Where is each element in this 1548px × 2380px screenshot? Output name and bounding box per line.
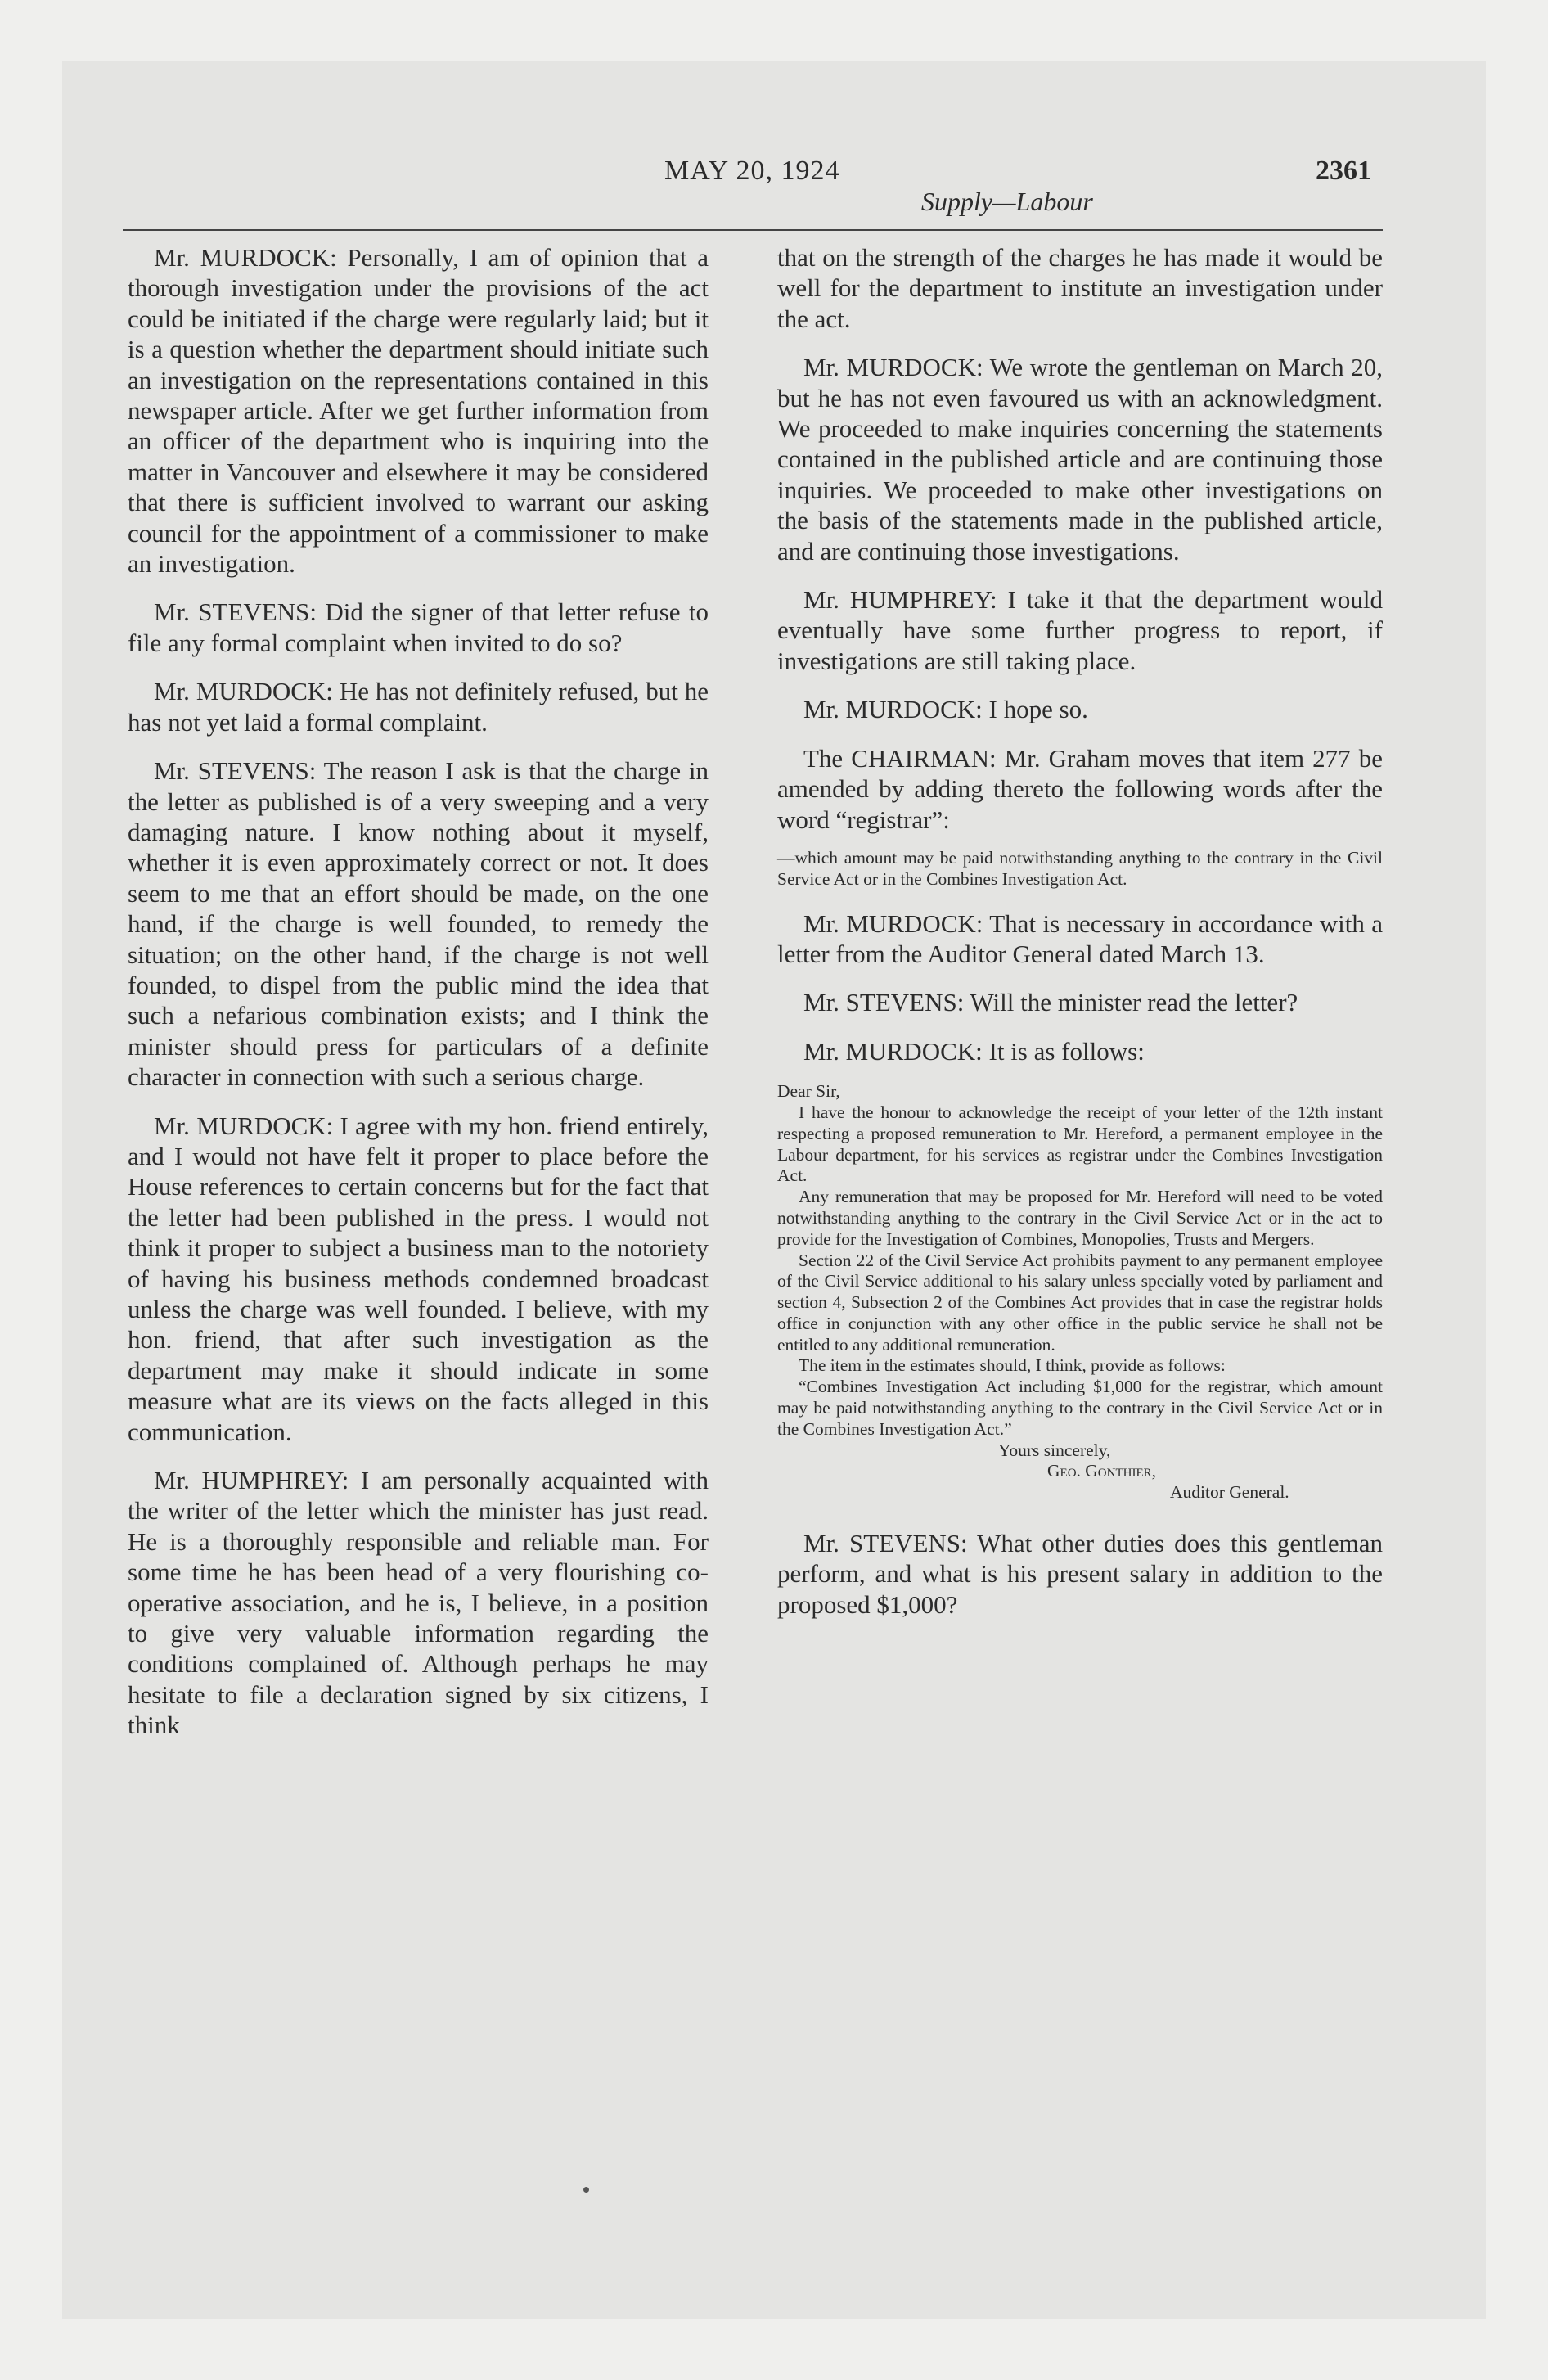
paragraph: Mr. MURDOCK: I hope so.	[803, 695, 1088, 724]
paragraph: Mr. MURDOCK: That is necessary in accordance with a letter from the Auditor General dated March 13.	[777, 908, 1383, 968]
letter-paragraph: The item in the estimates should, I think, provide as follows:	[799, 1355, 1226, 1376]
letter-paragraph: Any remuneration that may be proposed for Mr. Hereford will need to be voted notwithstanding anything to the contrary in the Civil Service Act or in the act to provide for the Investigation of Combines, Monopolies, Trusts and Mergers.	[777, 1187, 1383, 1249]
paragraph: Mr. MURDOCK: I agree with my hon. friend entirely, and I would not have felt it proper to place before the House references to certain concerns but for the fact that the letter had been published in the press. I would not think it proper to subject a business man to the notoriety of having his business methods condemned broadcast unless the charge was well founded. I believe, with my hon. friend, that after such investigation as the department may make it should indicate in some measure what are its views on the facts alleged in this communication.	[128, 1111, 709, 1446]
paragraph: Mr. HUMPHREY: I take it that the department would eventually have some further progress to report, if investigations are still taking place.	[777, 585, 1383, 675]
paragraph: that on the strength of the charges he has made it would be well for the department to institute an investigation under the act.	[777, 243, 1383, 333]
paragraph: Mr. HUMPHREY: I am personally acquainted with the writer of the letter which the minister has just read. He is a thoroughly responsible and reliable man. For some time he has been head of a very flourishing co-operative association, and he is, I believe, in a position to give very valuable information regarding the conditions complained of. Although perhaps he may hesitate to file a declaration signed by six citizens, I think	[128, 1466, 709, 1740]
right-column	[777, 242, 1383, 1638]
header-subject: Supply—Labour	[921, 187, 1093, 216]
page-number: 2361	[1316, 156, 1371, 186]
paragraph: Mr. STEVENS: Did the signer of that letter refuse to file any formal complaint when invited to do so?	[128, 597, 709, 657]
print-speck	[583, 2187, 589, 2193]
paragraph: Mr. MURDOCK: He has not definitely refused, but he has not yet laid a formal complaint.	[128, 677, 709, 737]
paragraph: Mr. STEVENS: The reason I ask is that the charge in the letter as published is of a very sweeping and a very damaging nature. I know nothing about it myself, whether it is even approximately correct or not. It does seem to me that an effort should be made, on the one hand, if the charge is well founded, to remedy the situation; on the other hand, if the charge is not well founded, to dispel from the public mind the idea that such a nefarious combination exists; and I think the minister should press for particulars of a definite character in connection with such a serious charge.	[128, 756, 709, 1092]
letter-closing: Yours sincerely,	[998, 1440, 1111, 1460]
page-header	[62, 156, 1486, 216]
quoted-letter	[777, 1081, 1383, 1503]
left-column	[128, 242, 709, 1759]
letter-salutation: Dear Sir,	[777, 1081, 840, 1102]
paragraph: Mr. MURDOCK: We wrote the gentleman on March 20, but he has not even favoured us with an acknowledgment. We proceeded to make inquiries concerning the statements contained in the published article and are continuing those inquiries. We proceeded to make other investigations on the basis of the statements made in the published article, and are continuing those investigations.	[777, 353, 1383, 566]
paragraph: Mr. MURDOCK: Personally, I am of opinion that a thorough investigation under the provisions of the act could be initiated if the charge were regularly laid; but it is a question whether the department should initiate such an investigation on the representations contained in this newspaper article. After we get further information from an officer of the department who is inquiring into the matter in Vancouver and elsewhere it may be considered that there is sufficient involved to warrant our asking council for the appointment of a commissioner to make an investigation.	[128, 243, 709, 579]
letter-paragraph: I have the honour to acknowledge the receipt of your letter of the 12th instant respecting a proposed remuneration to Mr. Hereford, a permanent employee in the Labour department, for his services as registrar under the Combines Investigation Act.	[777, 1102, 1383, 1186]
letter-signer: Geo. Gonthier,	[1047, 1461, 1156, 1481]
header-rule	[123, 229, 1383, 231]
paragraph: The CHAIRMAN: Mr. Graham moves that item 277 be amended by adding thereto the following words after the word “registrar”:	[777, 743, 1383, 834]
letter-paragraph: Section 22 of the Civil Service Act prohibits payment to any permanent employee of the Civil Service additional to his salary unless specially voted by parliament and section 4, Subsection 2 of the Combines Act provides that in case the registrar holds office in conjunction with any other office in the public service he shall not be entitled to any additional remuneration.	[777, 1250, 1383, 1355]
amendment-text: —which amount may be paid notwithstanding anything to the contrary in the Civil Service Act or in the Combines Investigation Act.	[777, 847, 1383, 889]
paragraph: Mr. STEVENS: What other duties does this gentleman perform, and what is his present salary in addition to the proposed $1,000?	[777, 1529, 1383, 1619]
amendment-text-block	[777, 848, 1383, 890]
paragraph: Mr. MURDOCK: It is as follows:	[803, 1036, 1145, 1066]
letter-signer-title: Auditor General.	[1170, 1482, 1289, 1503]
paragraph: Mr. STEVENS: Will the minister read the letter?	[803, 988, 1298, 1017]
letter-paragraph: “Combines Investigation Act including $1,000 for the registrar, which amount may be paid notwithstanding anything to the contrary in the Civil Service Act or in the Combines Investigation Act.”	[777, 1377, 1383, 1439]
letter-signature	[777, 1440, 1383, 1503]
header-date: MAY 20, 1924	[664, 156, 840, 186]
